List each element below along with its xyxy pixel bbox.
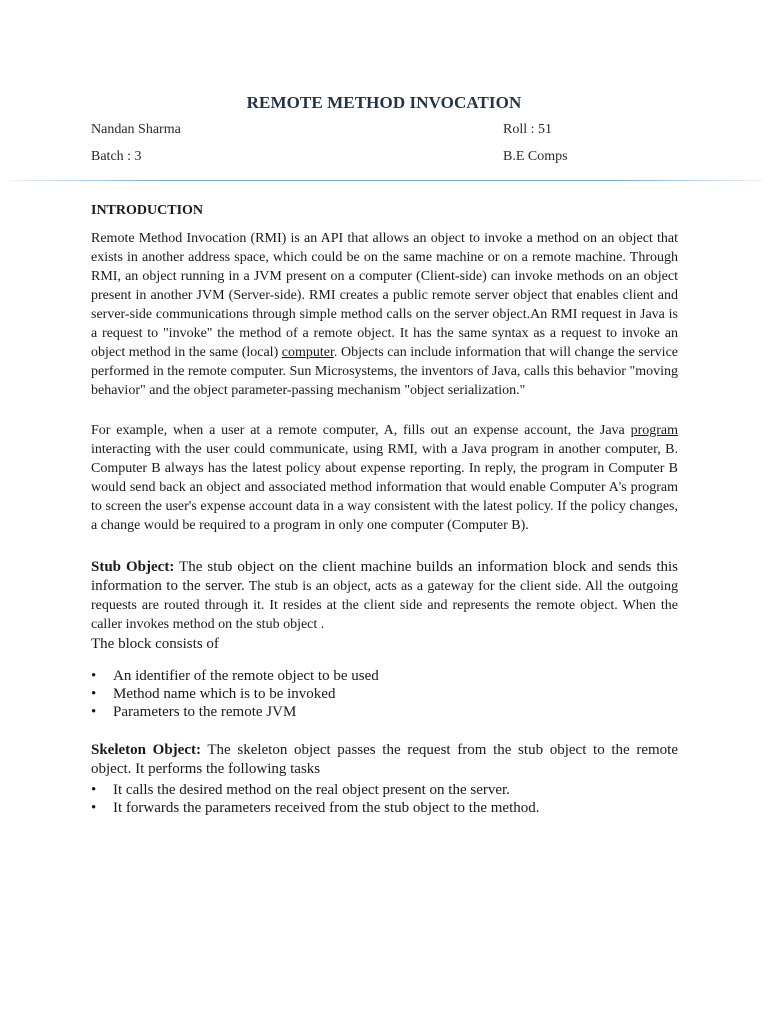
skeleton-object-paragraph [91, 741, 678, 779]
stub-text-a: The stub object on the client machine builds an information block and sends this information to the server. [91, 559, 678, 594]
stub-text-b: The stub is an object, acts as a gateway for the client side. All the outgoing requests are routed through it. It resides at the client side and represents the remote object. When the caller invokes method on the stub object . [91, 579, 678, 632]
introduction-heading: INTRODUCTION [91, 203, 204, 218]
introduction-paragraph-2 [91, 421, 678, 535]
computer-link[interactable]: computer [281, 345, 334, 360]
list-item: • An identifier of the remote object to be used [91, 668, 379, 684]
batch-number: Batch : 3 [91, 149, 142, 164]
list-item: • It forwards the parameters received from the stub object to the method. [91, 800, 540, 816]
page-title: REMOTE METHOD INVOCATION [246, 93, 522, 112]
bullet-icon: • [91, 668, 97, 684]
bullet-icon: • [91, 782, 97, 798]
author-name: Nandan Sharma [91, 122, 181, 137]
introduction-paragraph-1 [91, 229, 678, 400]
bullet-icon: • [91, 800, 97, 816]
block-intro: The block consists of [91, 636, 219, 652]
list-item: • Parameters to the remote JVM [91, 704, 297, 720]
skeleton-object-label: Skeleton Object: [91, 742, 201, 758]
bullet-icon: • [91, 686, 97, 702]
stub-object-paragraph [91, 558, 678, 634]
header-divider [10, 180, 762, 181]
skeleton-task-list [91, 781, 540, 817]
roll-number: Roll : 51 [503, 122, 553, 137]
skeleton-text: The skeleton object passes the request from the stub object to the remote object. It performs the following tasks [91, 742, 678, 777]
stub-block-list [91, 667, 379, 721]
program-link[interactable]: program [630, 423, 678, 438]
stub-object-label: Stub Object: [91, 559, 175, 575]
course-name: B.E Comps [503, 149, 568, 164]
intro-p2-text-a: For example, when a user at a remote computer, A, fills out an expense account, the Java [91, 423, 631, 438]
list-item: • Method name which is to be invoked [91, 686, 336, 702]
intro-p2-text-b: interacting with the user could communicate, using RMI, with a Java program in another computer, B. Computer B always has the latest policy about expense reporting. In reply, the program in Computer B would send back an object and associated method information that would enable Computer A's program to screen the user's expense account data in a way consistent with the latest policy. If the policy changes, a change would be required to a program in only one computer (Computer B). [91, 442, 678, 533]
list-item: • It calls the desired method on the real object present on the server. [91, 782, 510, 798]
bullet-icon: • [91, 704, 97, 720]
intro-p1-text-b: . Objects can include information that will change the service performed in the remote computer. Sun Microsystems, the inventors of Java, calls this behavior "moving behavior" and the object parameter-passing mechanism "object serialization." [91, 345, 679, 398]
intro-p1-text-a: Remote Method Invocation (RMI) is an API that allows an object to invoke a method on an object that exists in another address space, which could be on the same machine or on a remote machine. Through RMI, an object running in a JVM present on a computer (Client-side) can invoke methods on an object present in another JVM (Server-side). RMI creates a public remote server object that enables client and server-side communications through simple method calls on the server object.An RMI request in Java is a request to "invoke" the method of a remote object. It has the same syntax as a request to invoke an object method in the same (local) [91, 231, 678, 360]
